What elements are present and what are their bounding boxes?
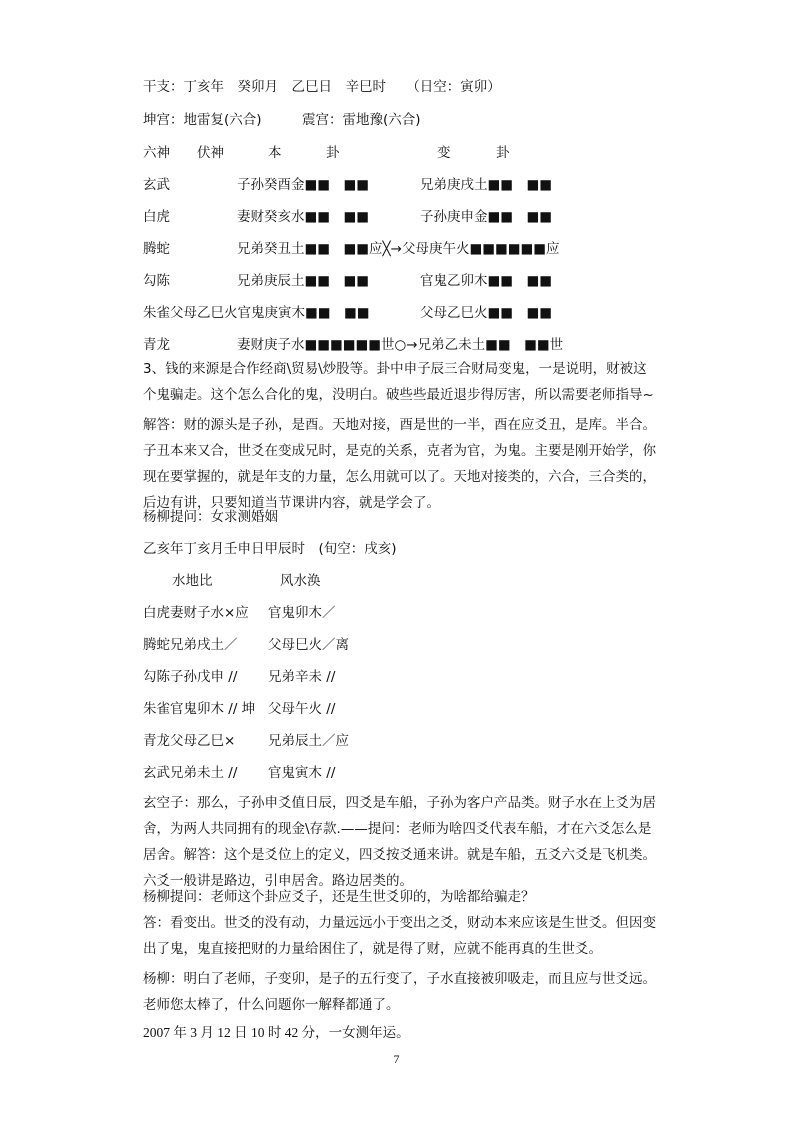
page-number: 7 — [393, 1052, 400, 1066]
header-gua-1: 卦 — [326, 145, 340, 161]
question-paragraph: 3、钱的来源是合作经商\贸易\炒股等。卦中申子辰三合财局变鬼，一是说明，财被这个鬼骗走。这个怎么合化的鬼，没明白。破些些最近退步得厉害，所以需要老师指导~ — [143, 361, 654, 403]
header-gua-2: 卦 — [496, 145, 510, 161]
gua2-row-left: 勾陈子孙戊申 // — [143, 669, 238, 685]
gong-line: 坤宫：地雷复(六合) 震宫：雷地豫(六合) — [143, 112, 421, 128]
ben-gua-yao: 子孙癸酉金■■ ■■ — [237, 177, 370, 193]
gua2-row-left: 青龙父母乙巳× — [143, 733, 236, 749]
gua2-title-left: 水地比 — [172, 573, 213, 589]
bian-gua-yao: 子孙庚申金■■ ■■ — [420, 209, 553, 225]
header-ben: 本 — [268, 145, 282, 161]
gua2-row-left: 玄武兄弟未土 // — [143, 765, 238, 781]
header-liushen: 六神 — [143, 145, 170, 161]
discussion-paragraph: 玄空子：那么，子孙申爻值日辰，四爻是车船，子孙为客户产品类。财子水在上爻为居舍，为两人共同拥有的现金\存款.——提问：老师为啥四爻代表车船，才在六爻怎么是居舍。解答：这个是爻位上的定义，四爻按爻通来讲。就是车船，五爻六爻是飞机类。六爻一般讲是路边，引申居舍。路边居类的。 — [143, 795, 656, 889]
liushen-label: 青龙 — [143, 337, 170, 353]
gua2-row-right: 官鬼寅木 // — [268, 765, 336, 781]
bian-gua-yao: 父母乙巳火■■ ■■ — [420, 305, 553, 321]
gua2-row-left: 腾蛇兄弟戌土／ — [143, 637, 238, 653]
liushen-label: 白虎 — [143, 209, 170, 225]
gua2-row-right: 父母午火 // — [268, 701, 336, 717]
gua2-title-right: 风水涣 — [280, 573, 321, 589]
gua2-row-right: 兄弟辰土／应 — [268, 733, 349, 749]
bian-gua-yao: 官鬼乙卯木■■ ■■ — [420, 273, 553, 289]
ben-gua-yao: 兄弟庚辰土■■ ■■ — [237, 273, 370, 289]
gua2-row-left: 白虎妻财子水×应 — [143, 605, 249, 621]
bian-gua-yao: 兄弟庚戌土■■ ■■ — [420, 177, 553, 193]
gua2-row-right: 父母巳火／离 — [268, 637, 349, 653]
liushen-label: 朱雀父母乙巳火官鬼庚寅木■■ ■■ — [143, 305, 370, 321]
question-line: 杨柳提问：老师这个卦应爻子，还是生世爻卯的，为啥都给骗走？ — [143, 889, 535, 905]
liushen-label: 腾蛇 — [143, 241, 170, 257]
ganzhi-line: 干支：丁亥年 癸卯月 乙巳日 辛巳时 （日空：寅卯） — [143, 79, 501, 95]
gua2-row-left: 朱雀官鬼卯木 // 坤 — [143, 701, 256, 717]
ben-gua-yao: 妻财癸亥水■■ ■■ — [237, 209, 370, 225]
gua2-row-right: 兄弟辛未 // — [268, 669, 336, 685]
date-line: 乙亥年丁亥月壬申日甲辰时 (旬空：戌亥) — [143, 541, 397, 557]
liushen-label: 勾陈 — [143, 273, 170, 289]
answer-paragraph: 解答：财的源头是子孙，是酉。天地对接，酉是世的一半，酉在应爻丑，是库。半合。子丑本来又合，世爻在变成兄时，是克的关系，克者为官，为鬼。主要是刚开始学，你现在要掌握的，就是年支的力量，怎么用就可以了。天地对接类的，六合，三合类的，后边有讲，只要知道当节课讲内容，就是学会了。 — [143, 417, 656, 511]
ben-gua-yao: 兄弟癸丑土■■ ■■应╳→父母庚午火■■■■■■应 — [237, 241, 560, 257]
liushen-label: 玄武 — [143, 177, 170, 193]
reply-paragraph: 杨柳：明白了老师，子变卯，是子的五行变了，子水直接被卯吸走，而且应与世爻远。老师您太棒了，什么问题你一解释都通了。 — [143, 971, 656, 1013]
case-date-line: 2007 年 3 月 12 日 10 时 42 分，一女测年运。 — [143, 1025, 410, 1040]
question-title: 杨柳提问：女求测婚姻 — [143, 509, 278, 525]
ben-gua-yao: 妻财庚子水■■■■■■世○→兄弟乙未土■■ ■■世 — [237, 337, 564, 353]
header-fushen: 伏神 — [197, 145, 224, 161]
gua2-row-right: 官鬼卯木／ — [268, 605, 336, 621]
answer-paragraph: 答：看变出。世爻的没有动，力量远远小于变出之爻，财动本来应该是生世爻。但因变出了鬼，鬼直接把财的力量给困住了，就是得了财，应就不能再真的生世爻。 — [143, 915, 656, 957]
header-bian: 变 — [437, 145, 451, 161]
